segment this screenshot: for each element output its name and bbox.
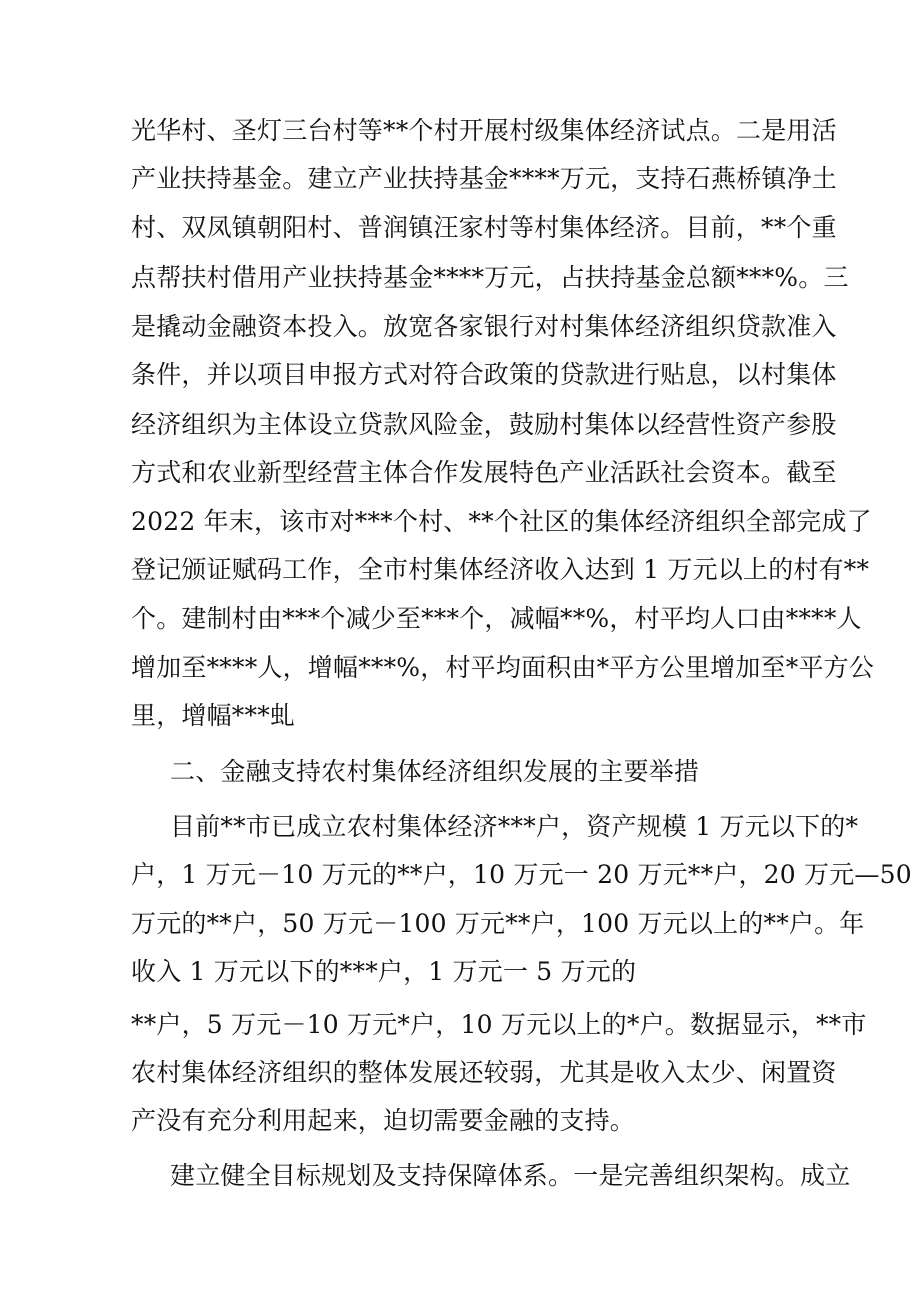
paragraph-2-line-4: 收入 1 万元以下的***户，1 万元一 5 万元的 — [131, 957, 637, 986]
paragraph-2-line-2: 户，1 万元－10 万元的**户，10 万元一 20 万元**户，20 万元—50 — [131, 860, 912, 889]
paragraph-1-line-11: 个。建制村由***个减少至***个，减幅**%，村平均人口由****人 — [131, 604, 862, 633]
paragraph-1-line-7: 经济组织为主体设立贷款风险金，鼓励村集体以经营性资产参股 — [131, 410, 837, 439]
paragraph-1-line-6: 条件，并以项目申报方式对符合政策的贷款进行贴息，以村集体 — [131, 360, 837, 389]
paragraph-1-line-9: 2022 年末，该市对***个村、**个社区的集体经济组织全部完成了 — [131, 507, 872, 536]
paragraph-1-line-12: 增加至****人，增幅***%，村平均面积由*平方公里增加至*平方公 — [131, 653, 875, 682]
paragraph-1-line-8: 方式和农业新型经营主体合作发展特色产业活跃社会资本。截至 — [131, 458, 837, 487]
paragraph-1-line-2: 产业扶持基金。建立产业扶持基金****万元，支持石燕桥镇净土 — [131, 164, 838, 193]
paragraph-1-line-5: 是撬动金融资本投入。放宽各家银行对村集体经济组织贷款准入 — [131, 312, 837, 341]
paragraph-2b-line-3: 产没有充分利用起来，迫切需要金融的支持。 — [131, 1106, 636, 1135]
paragraph-1-line-10: 登记颁证赋码工作，全市村集体经济收入达到 1 万元以上的村有** — [131, 555, 870, 584]
paragraph-2b-line-2: 农村集体经济组织的整体发展还较弱，尤其是收入太少、闲置资 — [131, 1058, 837, 1087]
paragraph-1-line-3: 村、双凤镇朝阳村、普润镇汪家村等村集体经济。目前，**个重 — [131, 213, 837, 242]
paragraph-3-line-1: 建立健全目标规划及支持保障体系。一是完善组织架构。成立 — [170, 1161, 851, 1190]
paragraph-1-line-1: 光华村、圣灯三台村等**个村开展村级集体经济试点。二是用活 — [131, 116, 837, 145]
paragraph-2-line-3: 万元的**户，50 万元－100 万元**户，100 万元以上的**户。年 — [131, 909, 865, 938]
paragraph-2b-line-1: **户，5 万元－10 万元*户，10 万元以上的*户。数据显示，**市 — [131, 1010, 867, 1039]
section-heading: 二、金融支持农村集体经济组织发展的主要举措 — [170, 757, 700, 786]
paragraph-2-line-1: 目前**市已成立农村集体经济***户，资产规模 1 万元以下的* — [170, 812, 859, 841]
paragraph-1-line-13: 里，增幅***虬 — [131, 701, 296, 730]
paragraph-1-line-4: 点帮扶村借用产业扶持基金****万元，占扶持基金总额***%。三 — [131, 263, 849, 292]
